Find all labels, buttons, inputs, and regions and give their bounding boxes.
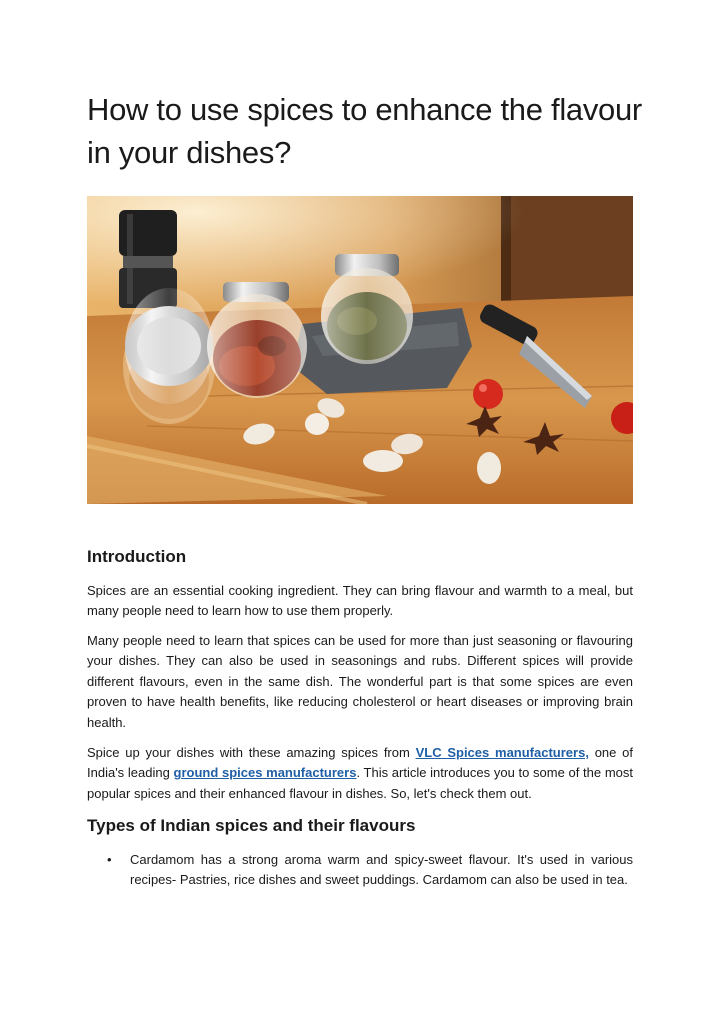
intro-paragraph-3-text-a: Spice up your dishes with these amazing spices from: [87, 745, 416, 760]
ground-spices-link[interactable]: ground spices manufacturers: [173, 765, 357, 781]
intro-paragraph-3-text-c: . This article introduces you to some of the most popular spices and their enhanced flavour in dishes. So, let's check them out.: [87, 765, 633, 801]
hero-image: [87, 196, 633, 504]
types-heading: Types of Indian spices and their flavours: [87, 816, 416, 835]
spice-bullet-list: [87, 850, 633, 891]
introduction-heading: Introduction: [87, 547, 187, 566]
list-item: [87, 850, 633, 891]
page-title: How to use spices to enhance the flavour in your dishes?: [87, 92, 642, 170]
list-item-text: Cardamom has a strong aroma warm and spicy-sweet flavour. It's used in various recipes- Pastries, rice dishes and sweet puddings. Cardamom can also be used in tea.: [130, 852, 633, 888]
vlc-spices-link[interactable]: VLC Spices manufacturers,: [415, 745, 589, 760]
bullet-icon: •: [107, 852, 112, 867]
intro-paragraph-3: [87, 743, 633, 804]
intro-paragraph-2: Many people need to learn that spices can be used for more than just seasoning or flavouring your dishes. They can also be used in seasonings and rubs. Different spices will provide different flavours, even in the same dish. The wonderful part is that some spices are even proven to have health benefits, like reducing cholesterol or heart diseases or improving brain health.: [87, 633, 633, 730]
intro-paragraph-3-text-b: one of India's leading: [87, 745, 633, 781]
intro-paragraph-1: Spices are an essential cooking ingredient. They can bring flavour and warmth to a meal, but many people need to learn how to use them properly.: [87, 583, 633, 619]
